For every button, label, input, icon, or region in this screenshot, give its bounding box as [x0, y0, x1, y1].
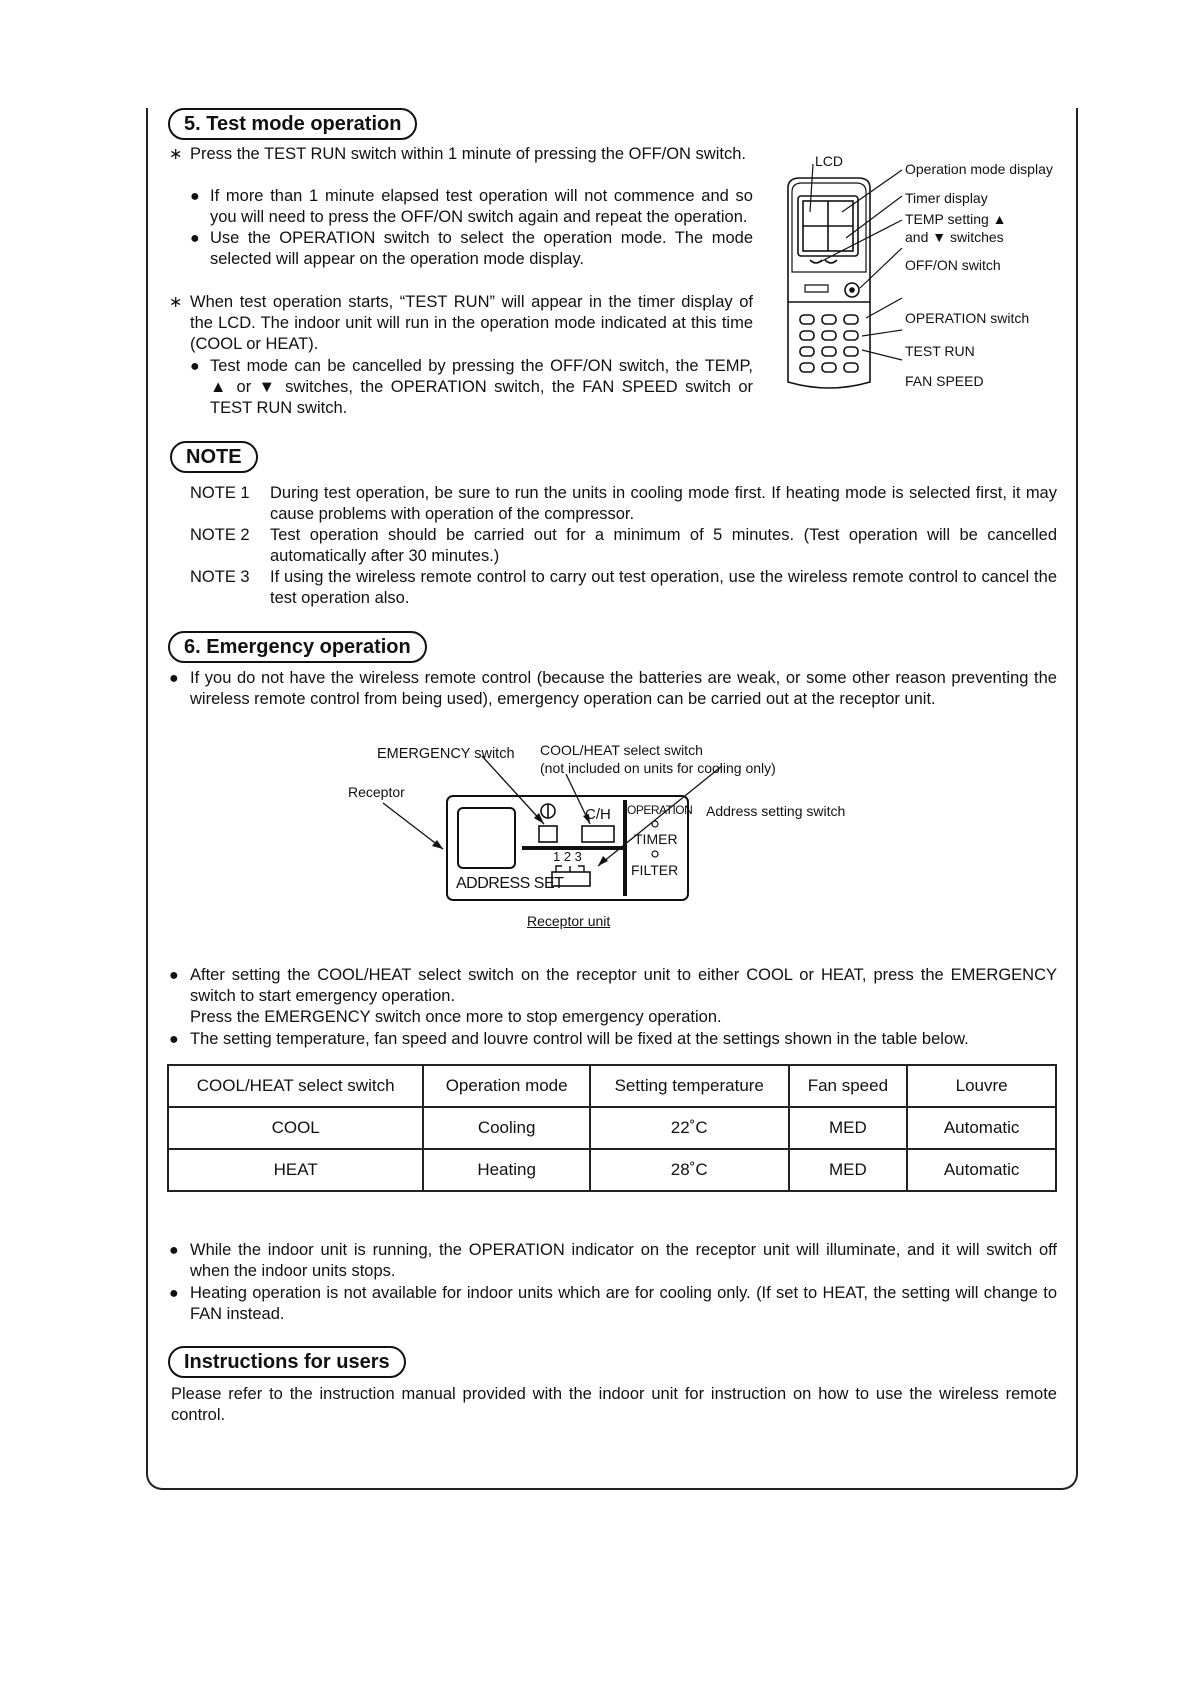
coolheat-label-2: (not included on units for cooling only) — [540, 760, 776, 776]
remote-control-diagram — [770, 150, 1070, 400]
note1-text: During test operation, be sure to run the units in cooling mode first. If heating mode is selected first, it may cause problems with operation of the compressor. — [270, 484, 1057, 523]
bullet-icon: ● — [169, 1285, 179, 1302]
table-row — [168, 1107, 1056, 1149]
note-title: NOTE — [170, 441, 258, 473]
table-cell: 22˚C — [590, 1107, 789, 1149]
section5-para2: When test operation starts, “TEST RUN” will appear in the timer display of the LCD. The indoor unit will run in the operation mode indicated at this time (COOL or HEAT). — [190, 293, 753, 353]
section5-title: 5. Test mode operation — [168, 108, 417, 140]
section6-bullet4: While the indoor unit is running, the OPERATION indicator on the receptor unit will illuminate, and it will switch off when the indoor units stops. — [190, 1241, 1057, 1280]
remote-timer-display-label: Timer display — [905, 190, 988, 206]
table-header: Setting temperature — [590, 1065, 789, 1107]
receptor-label: Receptor — [348, 784, 405, 800]
asterisk-icon: ∗ — [169, 294, 183, 311]
section5-para1: Press the TEST RUN switch within 1 minute of pressing the OFF/ON switch. — [190, 145, 746, 163]
section7-text: Please refer to the instruction manual provided with the indoor unit for instruction on how to use the wireless remote control. — [171, 1385, 1057, 1424]
note3-text: If using the wireless remote control to carry out test operation, use the wireless remote control to cancel the test operation also. — [270, 568, 1057, 607]
section5-bullet3: Test mode can be cancelled by pressing the OFF/ON switch, the TEMP, ▲ or ▼ switches, the OPERATION switch, the FAN SPEED switch or TEST RUN switch. — [210, 357, 753, 417]
address-set-label: ADDRESS SET — [456, 875, 564, 892]
table-row — [168, 1149, 1056, 1191]
remote-offon-label: OFF/ON switch — [905, 257, 1001, 273]
remote-test-run-label: TEST RUN — [905, 343, 975, 359]
bullet-icon: ● — [169, 670, 179, 687]
operation-indicator-label: OPERATION — [627, 803, 693, 817]
table-cell: COOL — [168, 1107, 423, 1149]
note2-label: NOTE 2 — [190, 526, 250, 544]
bullet-icon: ● — [190, 230, 200, 247]
coolheat-label-1: COOL/HEAT select switch — [540, 742, 703, 758]
asterisk-icon: ∗ — [169, 146, 183, 163]
bullet-icon: ● — [169, 1242, 179, 1259]
remote-fan-speed-label: FAN SPEED — [905, 373, 984, 389]
note3-label: NOTE 3 — [190, 568, 250, 586]
table-cell: MED — [789, 1149, 908, 1191]
table-header: Fan speed — [789, 1065, 908, 1107]
address-numbers-label: 1 2 3 — [553, 849, 582, 864]
section7-title: Instructions for users — [168, 1346, 406, 1378]
bullet-icon: ● — [169, 967, 179, 984]
address-setting-label: Address setting switch — [706, 803, 846, 819]
section6-bullet2b: Press the EMERGENCY switch once more to stop emergency operation. — [190, 1008, 722, 1026]
note2-text: Test operation should be carried out for a minimum of 5 minutes. (Test operation will be cancelled automatically after 30 minutes.) — [270, 526, 1057, 565]
table-cell: Automatic — [907, 1107, 1056, 1149]
section6-bullet2a: After setting the COOL/HEAT select switch on the receptor unit to either COOL or HEAT, press the EMERGENCY switch to start emergency operation. — [190, 966, 1057, 1005]
table-header: Louvre — [907, 1065, 1056, 1107]
remote-mode-display-label: Operation mode display — [905, 161, 1053, 177]
table-cell: Automatic — [907, 1149, 1056, 1191]
bullet-icon: ● — [169, 1031, 179, 1048]
timer-indicator-label: TIMER — [634, 831, 678, 847]
bullet-icon: ● — [190, 358, 200, 375]
note1-label: NOTE 1 — [190, 484, 250, 502]
remote-temp-setting-label-1: TEMP setting ▲ — [905, 211, 1007, 227]
emergency-settings-table — [167, 1064, 1057, 1192]
section6-title: 6. Emergency operation — [168, 631, 427, 663]
section6-bullet1: If you do not have the wireless remote control (because the batteries are weak, or some other reason preventing the wireless remote control from being used), emergency operation can be carried out at the receptor unit. — [190, 669, 1057, 708]
ch-label: C/H — [585, 806, 611, 823]
remote-temp-setting-label-2: and ▼ switches — [905, 229, 1004, 245]
filter-indicator-label: FILTER — [631, 862, 679, 878]
section5-bullet1: If more than 1 minute elapsed test operation will not commence and so you will need to press the OFF/ON switch again and repeat the operation. — [210, 187, 753, 226]
receptor-unit-caption: Receptor unit — [527, 913, 611, 929]
table-cell: HEAT — [168, 1149, 423, 1191]
table-header: COOL/HEAT select switch — [168, 1065, 423, 1107]
section6-bullet3: The setting temperature, fan speed and louvre control will be fixed at the settings shown in the table below. — [190, 1030, 969, 1048]
table-header-row — [168, 1065, 1056, 1107]
table-cell: MED — [789, 1107, 908, 1149]
table-cell: Heating — [423, 1149, 590, 1191]
table-header: Operation mode — [423, 1065, 590, 1107]
remote-lcd-label: LCD — [815, 153, 844, 169]
table-cell: 28˚C — [590, 1149, 789, 1191]
section6-bullet5: Heating operation is not available for indoor units which are for cooling only. (If set to HEAT, the setting will change to FAN instead. — [190, 1284, 1057, 1323]
emergency-switch-label: EMERGENCY switch — [377, 746, 515, 762]
bullet-icon: ● — [190, 188, 200, 205]
table-cell: Cooling — [423, 1107, 590, 1149]
section5-bullet2: Use the OPERATION switch to select the operation mode. The mode selected will appear on the operation mode display. — [210, 229, 753, 268]
remote-operation-label: OPERATION switch — [905, 310, 1030, 326]
